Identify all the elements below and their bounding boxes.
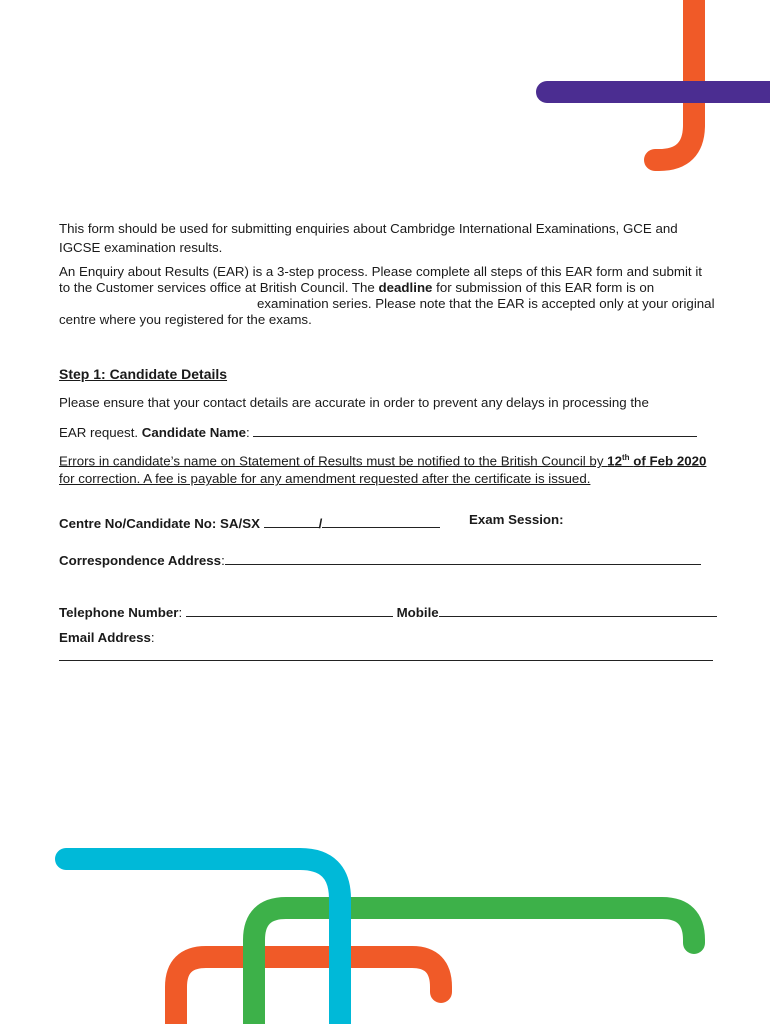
candidate-name-colon: : [245, 425, 250, 440]
email-row [59, 630, 155, 646]
centre-no-field[interactable] [264, 514, 319, 528]
step1-section [59, 366, 715, 383]
ear-request-text: EAR request. [59, 425, 142, 440]
email-line-row [59, 647, 713, 665]
correspondence-row [59, 551, 701, 569]
orange-stroke-top [655, 0, 694, 160]
ensure-text: Please ensure that your contact details are accurate in order to prevent any delays in processing the [59, 395, 649, 410]
errors-text-a: Errors in candidate’s name on Statement of Results must be notified to the British Council by [59, 453, 608, 469]
step1-title: Step 1: Candidate Details [59, 366, 228, 382]
candidate-name-label: Candidate Name [141, 425, 246, 440]
correspondence-colon: : [221, 553, 225, 568]
telephone-field[interactable] [186, 603, 393, 617]
correspondence-label: Correspondence Address [59, 553, 222, 568]
errors-date-sup: th [621, 453, 630, 462]
orange-stroke-bottom [176, 957, 441, 1024]
candidate-name-row [59, 423, 715, 441]
correspondence-address-field[interactable] [225, 551, 701, 565]
errors-paragraph [59, 449, 715, 488]
deadline-text: deadline [378, 280, 433, 295]
email-label: Email Address [59, 630, 151, 645]
mobile-field[interactable] [439, 603, 717, 617]
ear-process-paragraph [59, 264, 715, 328]
telephone-label: Telephone Number [59, 605, 179, 620]
telephone-colon: : [178, 605, 183, 620]
exam-session-row [469, 512, 564, 528]
ear-text-a: An Enquiry about Results (EAR) is a 3-step process. Please complete all steps of this EAR form and submit it to the Customer services office at British Council. The [59, 264, 702, 295]
telephone-row [59, 603, 717, 621]
email-colon: : [150, 630, 155, 645]
ensure-paragraph [59, 395, 715, 411]
centre-label: Centre No/Candidate No: SA/SX [59, 516, 260, 531]
errors-text-b: for correction. A fee is payable for any amendment requested after the certificate is issued. [59, 471, 591, 487]
ear-text-b: for submission of this EAR form is on [432, 280, 655, 295]
errors-of: of [633, 453, 646, 469]
intro-text: This form should be used for submitting enquiries about Cambridge International Examinations, GCE and IGCSE examination results. [59, 221, 678, 255]
centre-candidate-row [59, 514, 440, 532]
cyan-stroke-bottom [66, 859, 340, 1024]
mobile-label: Mobile [396, 605, 439, 620]
centre-slash: / [318, 516, 323, 531]
exam-session-label: Exam Session: [469, 512, 564, 527]
ear-text-c: examination series. Please note that the EAR is accepted only at your original centre where you registered for the exams. [59, 296, 715, 327]
candidate-no-field[interactable] [322, 514, 440, 528]
errors-date: 12 [607, 453, 622, 469]
email-address-field[interactable] [59, 647, 713, 661]
candidate-name-field[interactable] [253, 423, 697, 437]
errors-month: Feb 2020 [649, 453, 707, 469]
intro-paragraph [59, 219, 715, 257]
